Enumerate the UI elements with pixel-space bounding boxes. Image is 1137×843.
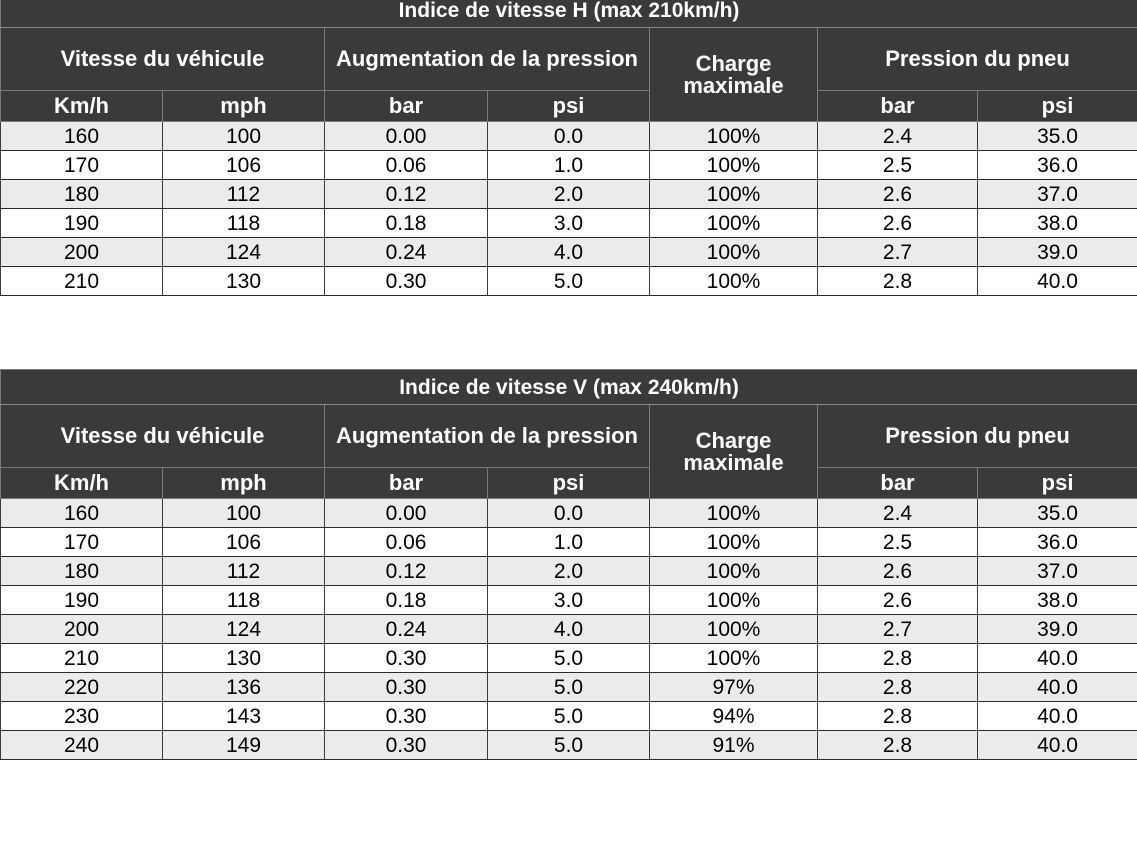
- pressure-bar-cell: 0.00: [325, 499, 488, 528]
- mph-cell: 112: [163, 180, 325, 209]
- pressure-bar-cell: 0.30: [325, 644, 488, 673]
- pressure-bar-cell: 0.24: [325, 615, 488, 644]
- pressure-psi-cell: 0.0: [488, 499, 650, 528]
- max-load-cell: 91%: [650, 731, 818, 760]
- table-row: [1, 644, 1137, 673]
- tire-bar-cell: 2.7: [818, 238, 978, 267]
- pressure-psi-cell: 2.0: [488, 180, 650, 209]
- table-row: [1, 528, 1137, 557]
- mph-cell: 106: [163, 528, 325, 557]
- table-row: [1, 702, 1137, 731]
- pressure-psi-cell: 4.0: [488, 615, 650, 644]
- mph-cell: 143: [163, 702, 325, 731]
- pressure-psi-cell: 1.0: [488, 151, 650, 180]
- pressure-psi-cell: 1.0: [488, 528, 650, 557]
- pressure-bar-cell: 0.18: [325, 209, 488, 238]
- tire-bar-cell: 2.5: [818, 151, 978, 180]
- pressure-bar-cell: 0.30: [325, 702, 488, 731]
- kmh-cell: 230: [1, 702, 163, 731]
- tire-bar-cell: 2.4: [818, 122, 978, 151]
- table-row: [1, 151, 1137, 180]
- tire-psi-cell: 38.0: [978, 586, 1137, 615]
- tire-psi-cell: 37.0: [978, 180, 1137, 209]
- kmh-cell: 190: [1, 586, 163, 615]
- tire-psi-cell: 38.0: [978, 209, 1137, 238]
- mph-cell: 106: [163, 151, 325, 180]
- pressure-bar-cell: 0.00: [325, 122, 488, 151]
- mph-cell: 100: [163, 499, 325, 528]
- max-load-cell: 100%: [650, 528, 818, 557]
- max-load-cell: 97%: [650, 673, 818, 702]
- speed-index-v-table-container: [0, 369, 1137, 760]
- pressure-bar-cell: 0.18: [325, 586, 488, 615]
- mph-cell: 149: [163, 731, 325, 760]
- pressure-bar-cell: 0.24: [325, 238, 488, 267]
- table-row: [1, 499, 1137, 528]
- tire-bar-cell: 2.6: [818, 557, 978, 586]
- pressure-psi-cell: 5.0: [488, 731, 650, 760]
- tire-bar-cell: 2.6: [818, 209, 978, 238]
- tire-bar-cell: 2.6: [818, 586, 978, 615]
- pressure-bar-cell: 0.06: [325, 151, 488, 180]
- kmh-cell: 170: [1, 528, 163, 557]
- max-load-cell: 100%: [650, 151, 818, 180]
- tire-psi-cell: 40.0: [978, 702, 1137, 731]
- header-vehicle-speed: Vitesse du véhicule: [1, 28, 325, 91]
- tire-psi-cell: 40.0: [978, 644, 1137, 673]
- tire-psi-cell: 37.0: [978, 557, 1137, 586]
- header-bar: bar: [325, 468, 488, 499]
- tire-psi-cell: 35.0: [978, 499, 1137, 528]
- mph-cell: 130: [163, 644, 325, 673]
- kmh-cell: 200: [1, 238, 163, 267]
- mph-cell: 118: [163, 586, 325, 615]
- tire-bar-cell: 2.6: [818, 180, 978, 209]
- kmh-cell: 160: [1, 122, 163, 151]
- pressure-bar-cell: 0.12: [325, 180, 488, 209]
- header-tire-bar: bar: [818, 91, 978, 122]
- max-load-cell: 100%: [650, 209, 818, 238]
- pressure-psi-cell: 3.0: [488, 209, 650, 238]
- tire-bar-cell: 2.7: [818, 615, 978, 644]
- header-pressure-increase: Augmentation de la pression: [325, 405, 650, 468]
- kmh-cell: 180: [1, 557, 163, 586]
- header-tire-pressure: Pression du pneu: [818, 405, 1137, 468]
- pressure-psi-cell: 2.0: [488, 557, 650, 586]
- header-mph: mph: [163, 468, 325, 499]
- speed-index-h-table-container: [0, 0, 1137, 296]
- pressure-psi-cell: 5.0: [488, 644, 650, 673]
- table-title: Indice de vitesse H (max 210km/h): [1, 0, 1137, 28]
- pressure-psi-cell: 5.0: [488, 702, 650, 731]
- tire-bar-cell: 2.8: [818, 673, 978, 702]
- table-title: Indice de vitesse V (max 240km/h): [1, 370, 1137, 405]
- header-kmh: Km/h: [1, 468, 163, 499]
- kmh-cell: 240: [1, 731, 163, 760]
- speed-index-v-table: [0, 369, 1137, 760]
- kmh-cell: 220: [1, 673, 163, 702]
- table-row: [1, 267, 1137, 296]
- mph-cell: 124: [163, 238, 325, 267]
- pressure-bar-cell: 0.06: [325, 528, 488, 557]
- tire-bar-cell: 2.8: [818, 644, 978, 673]
- kmh-cell: 170: [1, 151, 163, 180]
- mph-cell: 100: [163, 122, 325, 151]
- mph-cell: 124: [163, 615, 325, 644]
- pressure-psi-cell: 4.0: [488, 238, 650, 267]
- tire-bar-cell: 2.8: [818, 731, 978, 760]
- table-row: [1, 586, 1137, 615]
- pressure-bar-cell: 0.30: [325, 673, 488, 702]
- max-load-cell: 100%: [650, 267, 818, 296]
- pressure-psi-cell: 3.0: [488, 586, 650, 615]
- pressure-bar-cell: 0.30: [325, 267, 488, 296]
- pressure-psi-cell: 5.0: [488, 673, 650, 702]
- mph-cell: 136: [163, 673, 325, 702]
- table-row: [1, 122, 1137, 151]
- max-load-cell: 100%: [650, 499, 818, 528]
- tire-bar-cell: 2.8: [818, 702, 978, 731]
- tire-psi-cell: 36.0: [978, 528, 1137, 557]
- tire-bar-cell: 2.5: [818, 528, 978, 557]
- tire-psi-cell: 35.0: [978, 122, 1137, 151]
- max-load-cell: 94%: [650, 702, 818, 731]
- tire-psi-cell: 36.0: [978, 151, 1137, 180]
- tire-psi-cell: 40.0: [978, 731, 1137, 760]
- max-load-cell: 100%: [650, 557, 818, 586]
- header-tire-psi: psi: [978, 468, 1137, 499]
- header-max-load: Charge maximale: [650, 28, 818, 122]
- header-pressure-increase: Augmentation de la pression: [325, 28, 650, 91]
- table-row: [1, 731, 1137, 760]
- tire-psi-cell: 39.0: [978, 238, 1137, 267]
- header-tire-pressure: Pression du pneu: [818, 28, 1137, 91]
- header-psi: psi: [488, 468, 650, 499]
- max-load-cell: 100%: [650, 586, 818, 615]
- kmh-cell: 210: [1, 267, 163, 296]
- tire-psi-cell: 40.0: [978, 267, 1137, 296]
- header-bar: bar: [325, 91, 488, 122]
- table-row: [1, 557, 1137, 586]
- header-tire-psi: psi: [978, 91, 1137, 122]
- tire-psi-cell: 39.0: [978, 615, 1137, 644]
- kmh-cell: 180: [1, 180, 163, 209]
- speed-index-h-table: [0, 0, 1137, 296]
- mph-cell: 112: [163, 557, 325, 586]
- max-load-cell: 100%: [650, 180, 818, 209]
- header-psi: psi: [488, 91, 650, 122]
- pressure-bar-cell: 0.12: [325, 557, 488, 586]
- mph-cell: 130: [163, 267, 325, 296]
- table-row: [1, 673, 1137, 702]
- table-row: [1, 180, 1137, 209]
- pressure-psi-cell: 5.0: [488, 267, 650, 296]
- max-load-cell: 100%: [650, 615, 818, 644]
- tire-psi-cell: 40.0: [978, 673, 1137, 702]
- kmh-cell: 190: [1, 209, 163, 238]
- table-row: [1, 615, 1137, 644]
- pressure-psi-cell: 0.0: [488, 122, 650, 151]
- header-mph: mph: [163, 91, 325, 122]
- header-max-load: Charge maximale: [650, 405, 818, 499]
- header-kmh: Km/h: [1, 91, 163, 122]
- tire-bar-cell: 2.8: [818, 267, 978, 296]
- tire-bar-cell: 2.4: [818, 499, 978, 528]
- pressure-bar-cell: 0.30: [325, 731, 488, 760]
- kmh-cell: 200: [1, 615, 163, 644]
- mph-cell: 118: [163, 209, 325, 238]
- table-row: [1, 209, 1137, 238]
- table-row: [1, 238, 1137, 267]
- header-vehicle-speed: Vitesse du véhicule: [1, 405, 325, 468]
- max-load-cell: 100%: [650, 122, 818, 151]
- max-load-cell: 100%: [650, 238, 818, 267]
- kmh-cell: 160: [1, 499, 163, 528]
- header-tire-bar: bar: [818, 468, 978, 499]
- max-load-cell: 100%: [650, 644, 818, 673]
- kmh-cell: 210: [1, 644, 163, 673]
